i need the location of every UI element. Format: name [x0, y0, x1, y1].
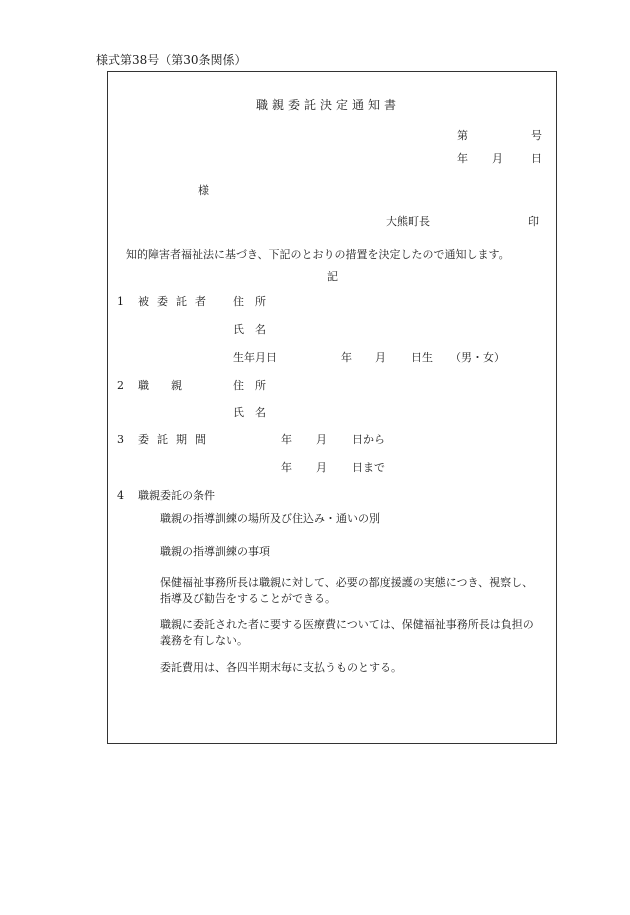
- section-1-dob-month: 月: [375, 351, 386, 364]
- intro-text: 知的障害者福祉法に基づき、下記のとおりの措置を決定したので通知します。: [126, 248, 510, 261]
- condition-item: 職親の指導訓練の事項: [160, 545, 270, 558]
- section-1-address-label: 住 所: [233, 295, 266, 308]
- date-month: 月: [492, 152, 503, 165]
- section-2-name-label: 氏 名: [233, 406, 266, 419]
- condition-item: 職親に委託された者に要する医療費については、保健福祉事務所長は負担の義務を有しない。: [160, 618, 534, 647]
- section-3-label: 委託期間: [138, 433, 214, 446]
- section-2-label: 職 親: [138, 379, 182, 392]
- period-to-month: 月: [316, 461, 327, 474]
- section-1-dob-year: 年: [341, 351, 352, 364]
- section-1-dob-label: 生年月日: [233, 351, 277, 364]
- number-prefix: 第: [457, 129, 468, 142]
- period-from-year: 年: [281, 433, 292, 446]
- condition-item: 職親の指導訓練の場所及び住込み・通いの別: [160, 512, 380, 525]
- section-2-address-label: 住 所: [233, 379, 266, 392]
- form-number-label: 様式第38号（第30条関係）: [96, 53, 247, 67]
- period-to-year: 年: [281, 461, 292, 474]
- ki-marker: 記: [327, 270, 338, 283]
- section-4-label: 職親委託の条件: [138, 489, 215, 502]
- date-day: 日: [531, 152, 542, 165]
- section-1-number: 1: [117, 295, 124, 308]
- section-4-number: 4: [117, 489, 124, 502]
- document-title: 職親委託決定通知書: [256, 98, 401, 112]
- section-1-sex: （男・女）: [450, 351, 505, 364]
- number-suffix: 号: [531, 129, 542, 142]
- period-to-day: 日まで: [352, 461, 385, 474]
- condition-item: 委託費用は、各四半期末毎に支払うものとする。: [160, 661, 402, 674]
- addressee-honorific: 様: [198, 184, 209, 197]
- seal-mark: 印: [528, 215, 539, 228]
- issuer-name: 大熊町長: [386, 215, 430, 228]
- section-1-dob-day: 日生: [411, 351, 433, 364]
- section-1-name-label: 氏 名: [233, 323, 266, 336]
- section-1-label: 被委託者: [138, 295, 214, 308]
- date-year: 年: [457, 152, 468, 165]
- condition-item: 保健福祉事務所長は職親に対して、必要の都度援護の実態につき、視察し、指導及び勧告をすることができる。: [160, 576, 534, 605]
- section-2-number: 2: [117, 379, 124, 392]
- period-from-month: 月: [316, 433, 327, 446]
- period-from-day: 日から: [352, 433, 385, 446]
- section-3-number: 3: [117, 433, 124, 446]
